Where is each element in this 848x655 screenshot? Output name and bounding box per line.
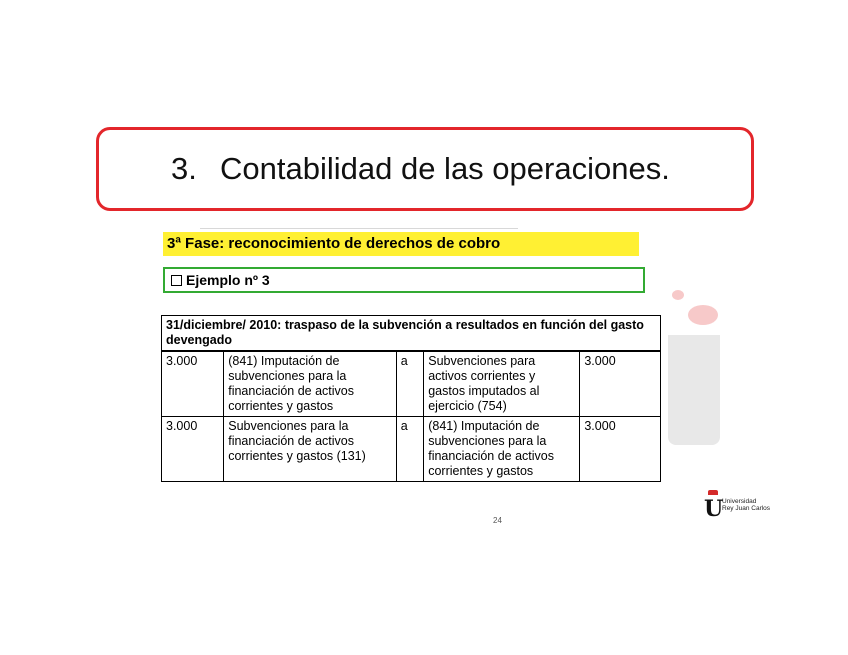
credit-amount: 3.000 (580, 417, 661, 482)
table-header: 31/diciembre/ 2010: traspaso de la subvención a resultados en función del gasto devengado (162, 316, 661, 352)
connector: a (396, 417, 424, 482)
page-number: 24 (493, 516, 502, 525)
debit-account: Subvenciones para la financiación de activos corrientes y gastos (131) (224, 417, 396, 482)
journal-entry-table (161, 315, 661, 482)
credit-account: Subvenciones para activos corrientes y gastos imputados al ejercicio (754) (424, 351, 580, 417)
table-row (162, 417, 661, 482)
example-label: Ejemplo nº 3 (186, 272, 270, 288)
connector: a (396, 351, 424, 417)
credit-account: (841) Imputación de subvenciones para la financiación de activos corrientes y gastos (424, 417, 580, 482)
debit-amount: 3.000 (162, 417, 224, 482)
logo-line1: Universidad (722, 498, 757, 505)
logo-u-icon: U (704, 496, 724, 522)
debit-account: (841) Imputación de subvenciones para la financiación de activos corrientes y gastos (224, 351, 396, 417)
credit-amount: 3.000 (580, 351, 661, 417)
divider (200, 228, 518, 229)
crown-icon (708, 490, 718, 495)
checkbox-icon (171, 275, 182, 286)
example-heading (163, 267, 645, 293)
title-box (96, 127, 754, 211)
table-row (162, 351, 661, 417)
page-title: Contabilidad de las operaciones. (220, 151, 670, 186)
logo-line2: Rey Juan Carlos (722, 505, 771, 512)
phase-heading: 3ª Fase: reconocimiento de derechos de cobro (163, 232, 639, 256)
section-number: 3. (171, 151, 197, 186)
debit-amount: 3.000 (162, 351, 224, 417)
university-logo (704, 490, 794, 530)
